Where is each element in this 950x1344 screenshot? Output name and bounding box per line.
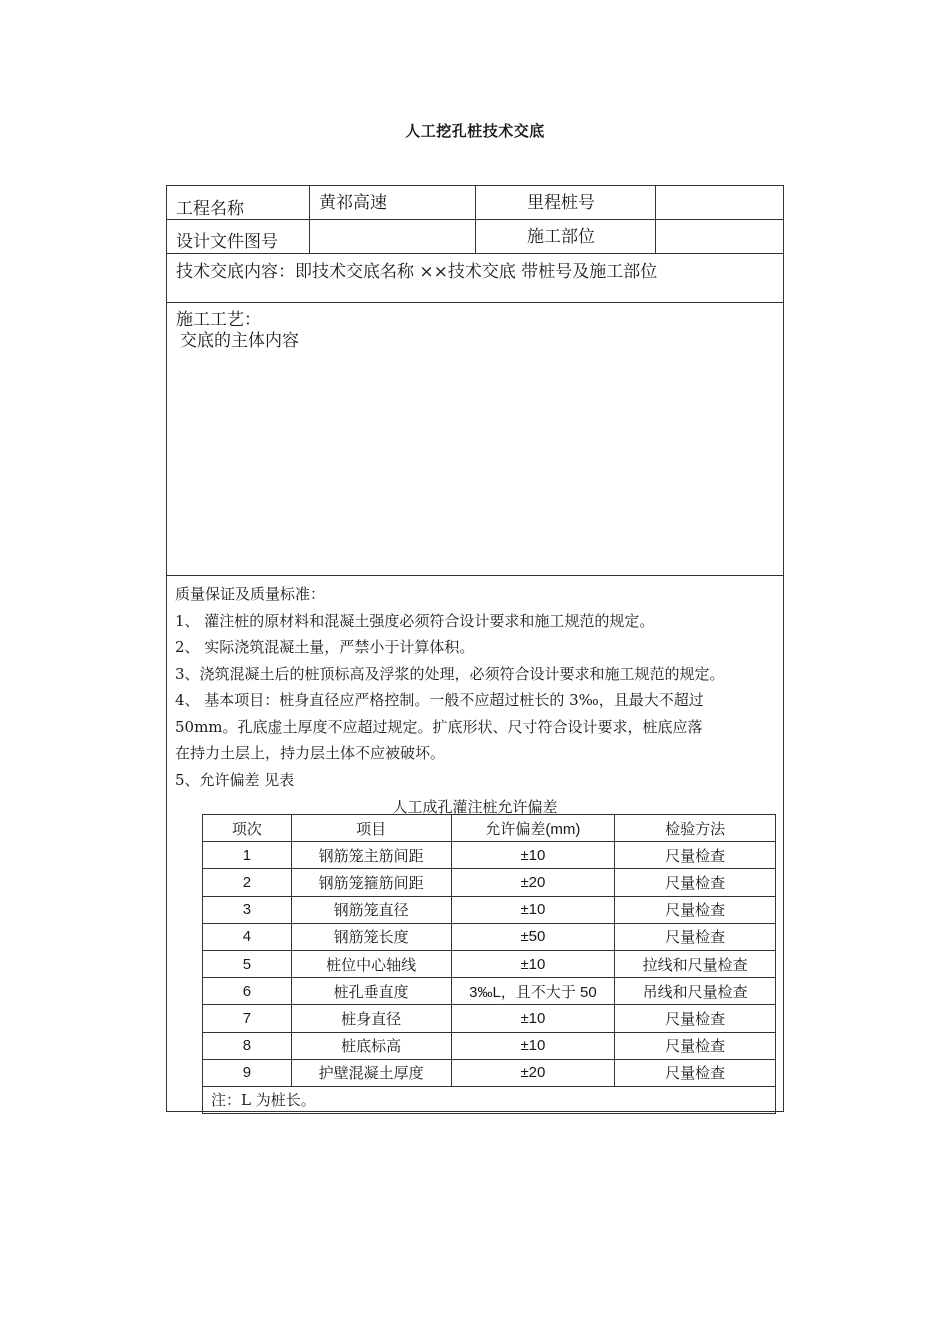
- mileage-label: 里程桩号: [527, 193, 595, 213]
- cell-method: 尺量检查: [615, 1059, 776, 1086]
- cell-tolerance: ±20: [451, 1059, 615, 1086]
- cell-index: 1: [203, 842, 292, 869]
- cell-method: 尺量检查: [615, 842, 776, 869]
- cell-tolerance: ±10: [451, 950, 615, 977]
- cell-tolerance: ±10: [451, 1032, 615, 1059]
- cell-index: 6: [203, 978, 292, 1005]
- header-method: 检验方法: [615, 815, 776, 842]
- cell-item: 钢筋笼主筋间距: [291, 842, 451, 869]
- cell-item: 钢筋笼长度: [291, 923, 451, 950]
- cell-method: 尺量检查: [615, 1005, 776, 1032]
- cell-item: 护壁混凝土厚度: [291, 1059, 451, 1086]
- cell-item: 桩孔垂直度: [291, 978, 451, 1005]
- design-doc-label: 设计文件图号: [176, 232, 278, 252]
- tolerance-caption: 人工成孔灌注桩允许偏差: [392, 798, 558, 816]
- cell-tolerance: ±20: [451, 869, 615, 896]
- table-row: [203, 1005, 776, 1032]
- cell-method: 拉线和尺量检查: [615, 950, 776, 977]
- cell-method: 尺量检查: [615, 896, 776, 923]
- cell-method: 吊线和尺量检查: [615, 978, 776, 1005]
- quality-heading: 质量保证及质量标准：: [175, 585, 326, 603]
- table-row: [203, 842, 776, 869]
- project-name-value: 黄祁高速: [319, 193, 387, 213]
- table-row: [203, 869, 776, 896]
- cell-tolerance: ±10: [451, 896, 615, 923]
- table-row: [203, 896, 776, 923]
- table-note: 注：L 为桩长。: [203, 1086, 776, 1113]
- quality-item: 1、 灌注桩的原材料和混凝土强度必须符合设计要求和施工规范的规定。: [175, 612, 655, 630]
- table-row: [203, 950, 776, 977]
- process-body: 交底的主体内容: [180, 331, 299, 351]
- col-divider: [309, 186, 310, 253]
- cell-method: 尺量检查: [615, 869, 776, 896]
- cell-index: 2: [203, 869, 292, 896]
- cell-item: 桩底标高: [291, 1032, 451, 1059]
- tolerance-table: [202, 814, 776, 1114]
- quality-item: 50mm。孔底虚土厚度不应超过规定。扩底形状、尺寸符合设计要求，桩底应落: [175, 718, 703, 736]
- cell-tolerance: ±10: [451, 1005, 615, 1032]
- cell-index: 9: [203, 1059, 292, 1086]
- cell-tolerance: 3‰L，且不大于 50: [451, 978, 615, 1005]
- quality-item: 4、 基本项目：桩身直径应严格控制。一般不应超过桩长的 3‰，且最大不超过: [175, 691, 704, 709]
- table-header-row: [203, 815, 776, 842]
- row-divider: [167, 575, 783, 576]
- col-divider: [475, 186, 476, 253]
- tech-content: 技术交底内容：即技术交底名称 ××技术交底 带桩号及施工部位: [176, 262, 658, 282]
- header-item: 项目: [291, 815, 451, 842]
- col-divider: [655, 186, 656, 253]
- header-tolerance: 允许偏差(mm): [451, 815, 615, 842]
- header-index: 项次: [203, 815, 292, 842]
- cell-item: 桩位中心轴线: [291, 950, 451, 977]
- table-row: [203, 1032, 776, 1059]
- process-label: 施工工艺：: [176, 310, 261, 330]
- cell-index: 8: [203, 1032, 292, 1059]
- cell-method: 尺量检查: [615, 1032, 776, 1059]
- cell-index: 3: [203, 896, 292, 923]
- quality-item: 5、允许偏差 见表: [175, 771, 295, 789]
- table-row: [203, 978, 776, 1005]
- table-note-row: [203, 1086, 776, 1113]
- cell-tolerance: ±50: [451, 923, 615, 950]
- cell-index: 7: [203, 1005, 292, 1032]
- site-label: 施工部位: [527, 227, 595, 247]
- document-title: 人工挖孔桩技术交底: [405, 122, 545, 140]
- cell-index: 5: [203, 950, 292, 977]
- disclosure-form: [166, 185, 784, 1112]
- cell-item: 桩身直径: [291, 1005, 451, 1032]
- row-divider: [167, 302, 783, 303]
- cell-index: 4: [203, 923, 292, 950]
- cell-tolerance: ±10: [451, 842, 615, 869]
- cell-method: 尺量检查: [615, 923, 776, 950]
- quality-item: 3、浇筑混凝土后的桩顶标高及浮浆的处理，必须符合设计要求和施工规范的规定。: [175, 665, 725, 683]
- cell-item: 钢筋笼箍筋间距: [291, 869, 451, 896]
- table-row: [203, 923, 776, 950]
- project-name-label: 工程名称: [176, 199, 244, 219]
- quality-item: 在持力土层上，持力层土体不应被破坏。: [175, 744, 446, 762]
- quality-item: 2、 实际浇筑混凝土量，严禁小于计算体积。: [175, 638, 475, 656]
- row-divider: [167, 253, 783, 254]
- cell-item: 钢筋笼直径: [291, 896, 451, 923]
- table-row: [203, 1059, 776, 1086]
